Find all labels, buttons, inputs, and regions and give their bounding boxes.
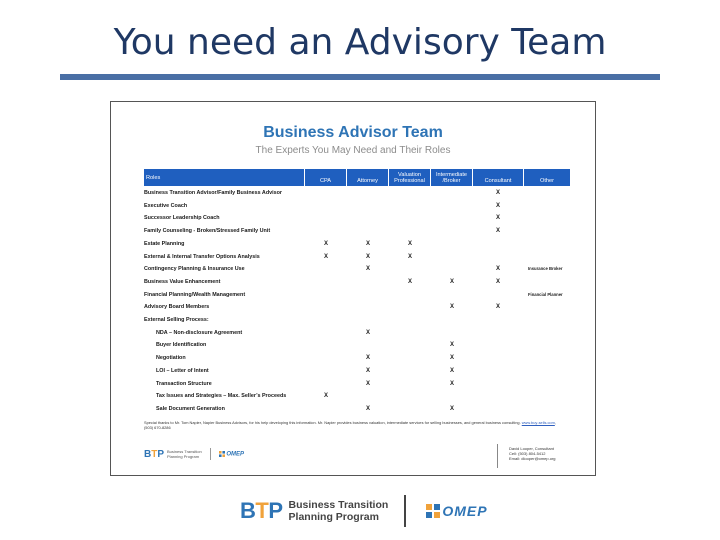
role-mark: X — [323, 240, 328, 247]
role-label: Financial Planning/Wealth Management — [144, 291, 246, 298]
role-mark: X — [495, 304, 500, 311]
table-row — [144, 390, 570, 402]
role-label: Successor Leadership Coach — [144, 215, 220, 222]
btp-logo-text: Business Transition Planning Program — [288, 499, 389, 523]
table-row — [144, 251, 570, 263]
role-label: Contingency Planning & Insurance Use — [144, 266, 245, 273]
table-row — [144, 314, 570, 326]
table-row — [144, 378, 570, 390]
footer-divider — [404, 495, 406, 527]
role-mark: X — [407, 278, 412, 285]
header-broker: Intermediate /Broker — [435, 172, 468, 184]
role-mark: X — [323, 253, 328, 260]
role-label: External Selling Process: — [144, 317, 209, 323]
role-label: Family Counseling - Broken/Stressed Family Unit — [144, 228, 271, 235]
role-mark: X — [323, 393, 328, 400]
contact-email: Email: dlooper@omep.org — [509, 456, 556, 461]
header-consultant: Consultant — [484, 178, 512, 184]
omep-logo: OMEP — [426, 503, 487, 519]
role-mark: X — [495, 228, 500, 235]
acknowledgement-text: Special thanks to Mr. Tom Napier, Napier Business Advisors, for his help developing this information. Mr. Napier provides business valuation, intermediate services for selling businesses, and general business consulting. — [144, 420, 521, 425]
contact-name: David Looper, Consultant — [509, 446, 554, 451]
role-mark: X — [495, 278, 500, 285]
role-mark: X — [407, 240, 412, 247]
omep-logo-small: OMEP — [219, 451, 244, 458]
role-mark: X — [449, 405, 454, 412]
table-row — [144, 263, 570, 275]
role-label: Negotiation — [156, 355, 186, 362]
btp-logo-small-text: Business Transition Planning Program — [167, 449, 202, 459]
role-mark: X — [495, 215, 500, 222]
table-row — [144, 365, 570, 377]
table-row — [144, 200, 570, 212]
table-row — [144, 301, 570, 313]
role-mark: X — [365, 253, 370, 260]
role-label: Tax Issues and Strategies – Max. Seller’s Proceeds — [156, 393, 287, 400]
slide-title: You need an Advisory Team — [113, 22, 607, 63]
header-other: Other — [540, 178, 554, 184]
table-row — [144, 187, 570, 199]
role-label: Transaction Structure — [156, 380, 212, 387]
header-cpa: CPA — [319, 178, 332, 184]
contact-cell: Cell: (503) 804-5412 — [509, 451, 546, 456]
footer-logos — [240, 494, 488, 528]
contact-divider — [497, 444, 498, 468]
role-mark: X — [365, 329, 370, 336]
role-label: Business Transition Advisor/Family Business Advisor — [144, 190, 282, 196]
acknowledgement-link[interactable]: www.buy-sells.com — [521, 420, 555, 425]
title-underline — [60, 74, 660, 80]
document-logos — [144, 447, 244, 461]
omep-mark-icon — [219, 451, 225, 457]
header-roles: Roles — [146, 174, 161, 181]
other-role: Financial Planner — [528, 291, 563, 297]
role-mark: X — [449, 304, 454, 311]
role-mark: X — [365, 367, 370, 374]
header-attorney: Attorney — [357, 178, 378, 184]
advisor-team-document — [110, 101, 596, 476]
table-row — [144, 352, 570, 364]
role-label: Estate Planning — [144, 240, 185, 247]
role-label: LOI – Letter of Intent — [156, 367, 209, 374]
acknowledgement-note: Special thanks to Mr. Tom Napier, Napier Business Advisors, for his help developing this information. Mr. Napier provides business valuation, intermediate services for selling businesses, and general business consulting. www.buy-sells.com, (503) 670-8286 — [144, 420, 556, 430]
role-mark: X — [495, 266, 500, 273]
role-label: External & Internal Transfer Options Analysis — [144, 253, 260, 260]
table-row — [144, 289, 570, 301]
role-mark: X — [449, 342, 454, 349]
role-label: Sale Document Generation — [156, 405, 225, 412]
document-title: Business Advisor Team — [263, 124, 443, 141]
document-subtitle: The Experts You May Need and Their Roles — [255, 145, 451, 156]
table-row — [144, 238, 570, 250]
role-mark: X — [365, 355, 370, 362]
contact-block — [509, 446, 556, 461]
table-row — [144, 212, 570, 224]
role-mark: X — [449, 355, 454, 362]
role-label: Business Value Enhancement — [144, 278, 221, 285]
other-role: Insurance Broker — [528, 266, 563, 272]
role-mark: X — [449, 367, 454, 374]
role-label: Advisory Board Members — [144, 304, 210, 311]
role-label: Executive Coach — [144, 202, 188, 209]
role-mark: X — [407, 253, 412, 260]
header-valuation: Valuation Professional — [394, 172, 425, 184]
role-mark: X — [365, 240, 370, 247]
btp-logo: BTP — [240, 498, 283, 523]
btp-logo-small: BTP — [144, 448, 165, 460]
role-label: Buyer Identification — [156, 342, 207, 349]
table-row — [144, 339, 570, 351]
role-mark: X — [449, 380, 454, 387]
table-row — [144, 276, 570, 288]
table-row — [144, 327, 570, 339]
omep-mark-icon — [426, 504, 440, 518]
role-mark: X — [449, 278, 454, 285]
table-row — [144, 225, 570, 237]
role-mark: X — [495, 190, 500, 196]
table-row — [144, 403, 570, 415]
table-header — [144, 169, 570, 186]
role-mark: X — [365, 380, 370, 387]
role-mark: X — [365, 405, 370, 412]
role-mark: X — [495, 202, 500, 209]
acknowledgement-phone: (503) 670-8286 — [144, 425, 171, 430]
role-label: NDA – Non-disclosure Agreement — [156, 329, 243, 336]
role-mark: X — [365, 266, 370, 273]
logo-divider — [210, 448, 211, 460]
